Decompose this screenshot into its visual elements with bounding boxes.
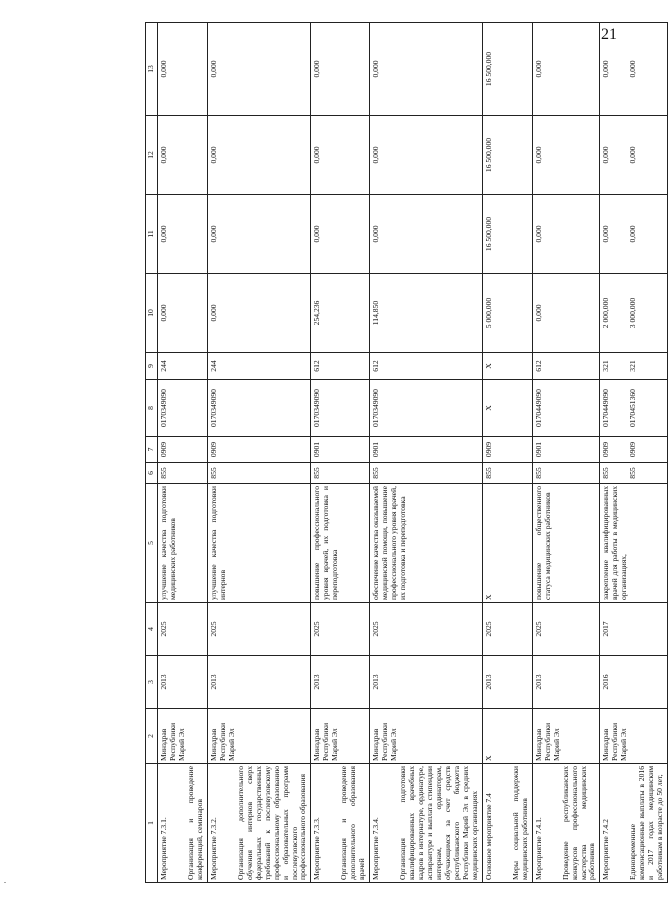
- amount-2018: 0,000 0,000: [600, 116, 668, 195]
- amount-2018: 0,000: [532, 116, 600, 195]
- end-year: 2025: [482, 603, 532, 656]
- target-article-code: 0170449090: [532, 380, 600, 437]
- section-code: 0909: [207, 437, 311, 463]
- amount-2018: 16 500,000: [482, 116, 532, 195]
- amount-2016: 0,000: [207, 274, 311, 353]
- expense-type-code: 612: [532, 353, 600, 380]
- grbs-code: 855: [158, 463, 208, 484]
- amount-2018: 0,000: [370, 116, 483, 195]
- amount-2016: 2 000,000 3 000,000: [600, 274, 668, 353]
- table-row: [207, 23, 311, 883]
- grbs-code: 855: [311, 463, 370, 484]
- activity-name: Мероприятие 7.4.1. Проведение республиканских конкурсов профессионального мастерства медицинских работников: [532, 764, 600, 883]
- amount-2017: 0,000: [370, 195, 483, 274]
- expected-result: закрепление квалифицированных врачей для работы в медицинских организациях,: [600, 484, 668, 603]
- column-number: 7: [146, 437, 158, 463]
- target-article-code: 0170349090: [207, 380, 311, 437]
- expense-type-code: 321 321: [600, 353, 668, 380]
- section-code: 0901: [532, 437, 600, 463]
- column-number: 9: [146, 353, 158, 380]
- executor: Х: [482, 709, 532, 764]
- amount-2019: 16 500,000: [482, 23, 532, 116]
- grbs-code: 855: [207, 463, 311, 484]
- grbs-code: 855: [532, 463, 600, 484]
- expected-result: улучшение качества подготовки интернов: [207, 484, 311, 603]
- column-number: 13: [146, 23, 158, 116]
- section-code: 0909: [482, 437, 532, 463]
- activity-name: Мероприятие 7.4.2 Единовременные компенсационные выплаты в 2016 и 2017 годах медицинским работникам в возрасте до 50 лет,: [600, 764, 668, 883]
- executor: Минздрав Республики Марий Эл: [207, 709, 311, 764]
- amount-2016: 5 000,000: [482, 274, 532, 353]
- activity-name: Основное мероприятие 7.4 Меры социальной поддержки медицинских работников: [482, 764, 532, 883]
- activity-name: Мероприятие 7.3.3. Организация и проведение дополнительного образования врачей: [311, 764, 370, 883]
- end-year: 2025: [207, 603, 311, 656]
- start-year: 2013: [482, 656, 532, 709]
- expected-result: улучшение качества подготовки медицинских работников: [158, 484, 208, 603]
- amount-2019: 0,000: [311, 23, 370, 116]
- amount-2017: 0,000: [158, 195, 208, 274]
- executor: Минздрав Республики Марий Эл: [532, 709, 600, 764]
- start-year: 2013: [532, 656, 600, 709]
- amount-2017: 0,000: [311, 195, 370, 274]
- end-year: 2017: [600, 603, 668, 656]
- amount-2019: 0,000 0,000: [600, 23, 668, 116]
- amount-2019: 0,000: [370, 23, 483, 116]
- end-year: 2025: [532, 603, 600, 656]
- expected-result: Х: [482, 484, 532, 603]
- table-row: [158, 23, 208, 883]
- grbs-code: 855: [370, 463, 483, 484]
- column-number: 11: [146, 195, 158, 274]
- expense-type-code: 612: [370, 353, 483, 380]
- target-article-code: 0170349090: [311, 380, 370, 437]
- amount-2019: 0,000: [207, 23, 311, 116]
- margin-mark: .: [4, 876, 6, 885]
- section-code: 0901: [311, 437, 370, 463]
- expected-result: обеспечение качества оказываемой медицинской помощи, повышение профессионального уровня врачей, их подготовка и переподготовка: [370, 484, 483, 603]
- amount-2017: 0,000: [532, 195, 600, 274]
- target-article-code: 0170349090: [158, 380, 208, 437]
- column-number-row: [146, 23, 158, 883]
- activity-name: Мероприятие 7.3.1. Организация и проведение конференций, семинаров: [158, 764, 208, 883]
- expected-result: повышение общественного статуса медицинских работников: [532, 484, 600, 603]
- target-article-code: 0170449090 0170451360: [600, 380, 668, 437]
- end-year: 2025: [158, 603, 208, 656]
- amount-2016: 254,236: [311, 274, 370, 353]
- start-year: 2013: [158, 656, 208, 709]
- activity-name: Мероприятие 7.3.4. Организация подготовки квалифицированных врачебных кадров в интернатуре, ординатуре, аспирантуре и выплата стипендии интернам, ординаторам, обучающимся за счет средств республиканского бюджета Республики Марий Эл в средних медицинских организациях: [370, 764, 483, 883]
- executor: Минздрав Республики Марий Эл: [158, 709, 208, 764]
- start-year: 2013: [311, 656, 370, 709]
- activity-name: Мероприятие 7.3.2. Организация дополнительного обучения интернов сверх федеральных государственных требований к послевузовскому профессиональному образованию и образовательных программ послевузовского профессионального образования: [207, 764, 311, 883]
- expense-type-code: 244: [158, 353, 208, 380]
- column-number: 12: [146, 116, 158, 195]
- start-year: 2016: [600, 656, 668, 709]
- column-number: 2: [146, 709, 158, 764]
- amount-2016: 0,000: [158, 274, 208, 353]
- section-code: 0901: [370, 437, 483, 463]
- column-number: 3: [146, 656, 158, 709]
- rotated-landscape-page: [145, 23, 665, 883]
- column-number: 1: [146, 764, 158, 883]
- expected-result: повышение профессионального уровня врачей, их подготовка и переподготовка: [311, 484, 370, 603]
- section-code: 0909 0909: [600, 437, 668, 463]
- amount-2016: 0,000: [532, 274, 600, 353]
- executor: Минздрав Республики Марий Эл: [370, 709, 483, 764]
- column-number: 8: [146, 380, 158, 437]
- column-number: 5: [146, 484, 158, 603]
- end-year: 2025: [370, 603, 483, 656]
- table-row: [532, 23, 600, 883]
- expense-type-code: 244: [207, 353, 311, 380]
- expense-type-code: Х: [482, 353, 532, 380]
- amount-2019: 0,000: [532, 23, 600, 116]
- table-row: [600, 23, 668, 883]
- amount-2019: 0,000: [158, 23, 208, 116]
- column-number: 10: [146, 274, 158, 353]
- column-number: 6: [146, 463, 158, 484]
- start-year: 2013: [207, 656, 311, 709]
- section-code: 0909: [158, 437, 208, 463]
- amount-2017: 0,000: [207, 195, 311, 274]
- column-number: 4: [146, 603, 158, 656]
- amount-2016: 114,850: [370, 274, 483, 353]
- amount-2018: 0,000: [207, 116, 311, 195]
- executor: Минздрав Республики Марий Эл: [600, 709, 668, 764]
- start-year: 2013: [370, 656, 483, 709]
- target-article-code: Х: [482, 380, 532, 437]
- end-year: 2025: [311, 603, 370, 656]
- program-activities-table: [145, 22, 668, 883]
- grbs-code: 855: [482, 463, 532, 484]
- grbs-code: 855 855: [600, 463, 668, 484]
- table-body: [158, 23, 668, 883]
- page-number: 21: [601, 26, 617, 43]
- target-article-code: 0170349090: [370, 380, 483, 437]
- amount-2017: 16 500,000: [482, 195, 532, 274]
- table-row: [311, 23, 370, 883]
- table-row: [370, 23, 483, 883]
- amount-2018: 0,000: [311, 116, 370, 195]
- executor: Минздрав Республики Марий Эл: [311, 709, 370, 764]
- table-row: [482, 23, 532, 883]
- amount-2017: 0,000 0,000: [600, 195, 668, 274]
- expense-type-code: 612: [311, 353, 370, 380]
- amount-2018: 0,000: [158, 116, 208, 195]
